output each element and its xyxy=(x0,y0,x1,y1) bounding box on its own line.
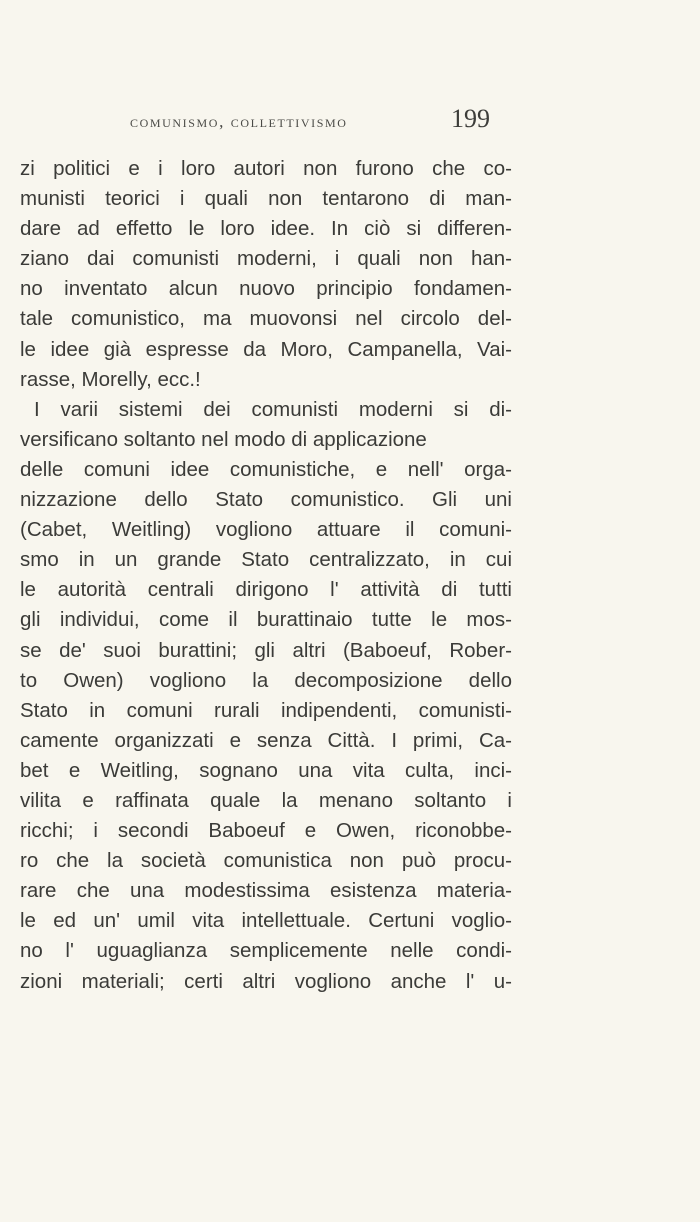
page-header xyxy=(130,104,490,136)
text-line: I varii sistemi dei comunisti moderni si di- xyxy=(34,397,512,421)
text-line: zioni materiali; certi altri vogliono anche l' u- xyxy=(20,969,512,993)
text-line: bet e Weitling, sognano una vita culta, inci- xyxy=(20,758,512,782)
running-head: comunismo, collettivismo xyxy=(130,112,348,131)
text-line: camente organizzati e senza Città. I primi, Ca- xyxy=(20,728,512,752)
text-line: nizzazione dello Stato comunistico. Gli uni xyxy=(20,488,512,512)
text-line: to Owen) vogliono la decomposizione dello xyxy=(20,668,512,692)
text-line: ro che la società comunistica non può procu- xyxy=(20,849,512,873)
text-line: ziano dai comunisti moderni, i quali non han- xyxy=(20,247,512,271)
text-line: se de' suoi burattini; gli altri (Baboeuf, Rober- xyxy=(20,638,512,662)
body-text xyxy=(20,154,512,997)
page-number: 199 xyxy=(451,104,490,133)
text-line: munisti teorici i quali non tentarono di man- xyxy=(20,187,512,211)
text-line: ricchi; i secondi Baboeuf e Owen, riconobbe- xyxy=(20,819,512,843)
text-line: no l' uguaglianza semplicemente nelle condi- xyxy=(20,939,512,963)
text-line: le idee già espresse da Moro, Campanella, Vai- xyxy=(20,337,512,361)
text-line: vilita e raffinata quale la menano soltanto i xyxy=(20,788,512,812)
text-line: versificano soltanto nel modo di applicazione xyxy=(20,427,427,451)
text-line: le ed un' umil vita intellettuale. Certuni voglio- xyxy=(20,909,512,933)
text-line: dare ad effetto le loro idee. In ciò si differen- xyxy=(20,217,512,241)
text-line: delle comuni idee comunistiche, e nell' orga- xyxy=(20,457,512,481)
text-line: Stato in comuni rurali indipendenti, comunisti- xyxy=(20,698,512,722)
text-line: smo in un grande Stato centralizzato, in cui xyxy=(20,548,512,572)
text-line: gli individui, come il burattinaio tutte le mos- xyxy=(20,608,512,632)
text-line: (Cabet, Weitling) vogliono attuare il comuni- xyxy=(20,518,512,542)
text-line: zi politici e i loro autori non furono che co- xyxy=(20,157,512,180)
text-line: rare che una modestissima esistenza materia- xyxy=(20,879,512,903)
text-line: le autorità centrali dirigono l' attività di tutti xyxy=(20,578,512,602)
text-line: tale comunistico, ma muovonsi nel circolo del- xyxy=(20,307,512,331)
text-line: no inventato alcun nuovo principio fondamen- xyxy=(20,277,512,301)
text-line: rasse, Morelly, ecc.! xyxy=(20,367,201,391)
